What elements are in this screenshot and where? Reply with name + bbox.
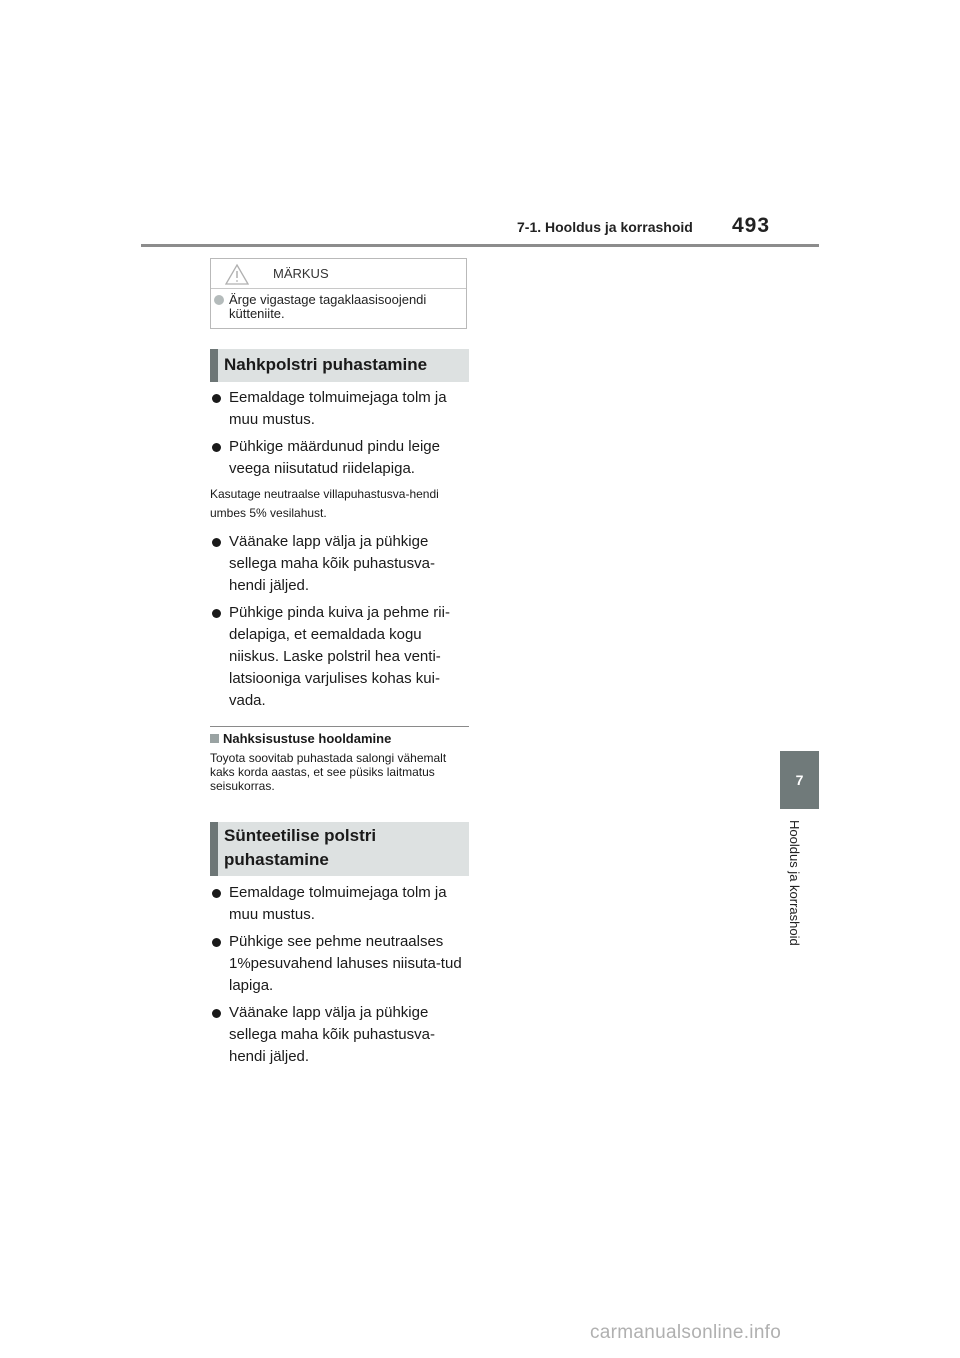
- section-title-leather: Nahkpolstri puhastamine: [210, 349, 469, 382]
- list-item: Väänake lapp välja ja pühkige sellega maha kõik puhastusva-hendi jäljed.: [210, 531, 469, 597]
- notice-header: [211, 259, 466, 289]
- chapter-label: Hooldus ja korrashoid: [787, 820, 802, 946]
- list-item: Eemaldage tolmuimejaga tolm ja muu mustus.: [210, 387, 469, 431]
- page-number: 493: [732, 214, 771, 237]
- notice-text: Ärge vigastage tagaklaasisoojendi kütteniite.: [229, 292, 427, 321]
- section-header: 7-1. Hooldus ja korrashoid: [517, 219, 693, 235]
- list-item: Pühkige määrdunud pindu leige veega niisutatud riidelapiga.: [210, 436, 469, 480]
- list-item: Pühkige pinda kuiva ja pehme rii-delapiga, et eemaldada kogu niiskus. Laske polstril hea venti-latsiooniga varjulises kohas kui-vada.: [210, 602, 469, 712]
- list-item: Pühkige see pehme neutraalses 1%pesuvahend lahuses niisuta-tud lapiga.: [210, 931, 469, 997]
- square-bullet-icon: [210, 734, 219, 743]
- notice-title: MÄRKUS: [273, 266, 329, 281]
- subsection-title-text: Nahksisustuse hooldamine: [223, 731, 392, 746]
- chapter-tab: 7: [780, 751, 819, 809]
- section-title-synthetic: Sünteetilise polstri puhastamine: [210, 822, 469, 876]
- leather-cleaning-content: [210, 387, 469, 717]
- watermark: carmanualsonline.info: [590, 1322, 782, 1343]
- detergent-note: Kasutage neutraalse villapuhastusva-hendi umbes 5% vesilahust.: [210, 487, 439, 520]
- notice-bullet-icon: [214, 295, 224, 305]
- notice-box: [210, 258, 467, 329]
- synthetic-cleaning-content: [210, 882, 469, 1073]
- list-item: Eemaldage tolmuimejaga tolm ja muu mustus.: [210, 882, 469, 926]
- subsection-title: [210, 731, 391, 746]
- subsection-divider: [210, 726, 469, 727]
- list-item: Väänake lapp välja ja pühkige sellega maha kõik puhastusva-hendi jäljed.: [210, 1002, 469, 1068]
- warning-triangle-icon: [225, 263, 249, 285]
- notice-body: [211, 289, 466, 321]
- header-divider: [141, 244, 819, 247]
- subsection-text: Toyota soovitab puhastada salongi vähemalt kaks korda aastas, et see püsiks laitmatus seisukorras.: [210, 751, 447, 793]
